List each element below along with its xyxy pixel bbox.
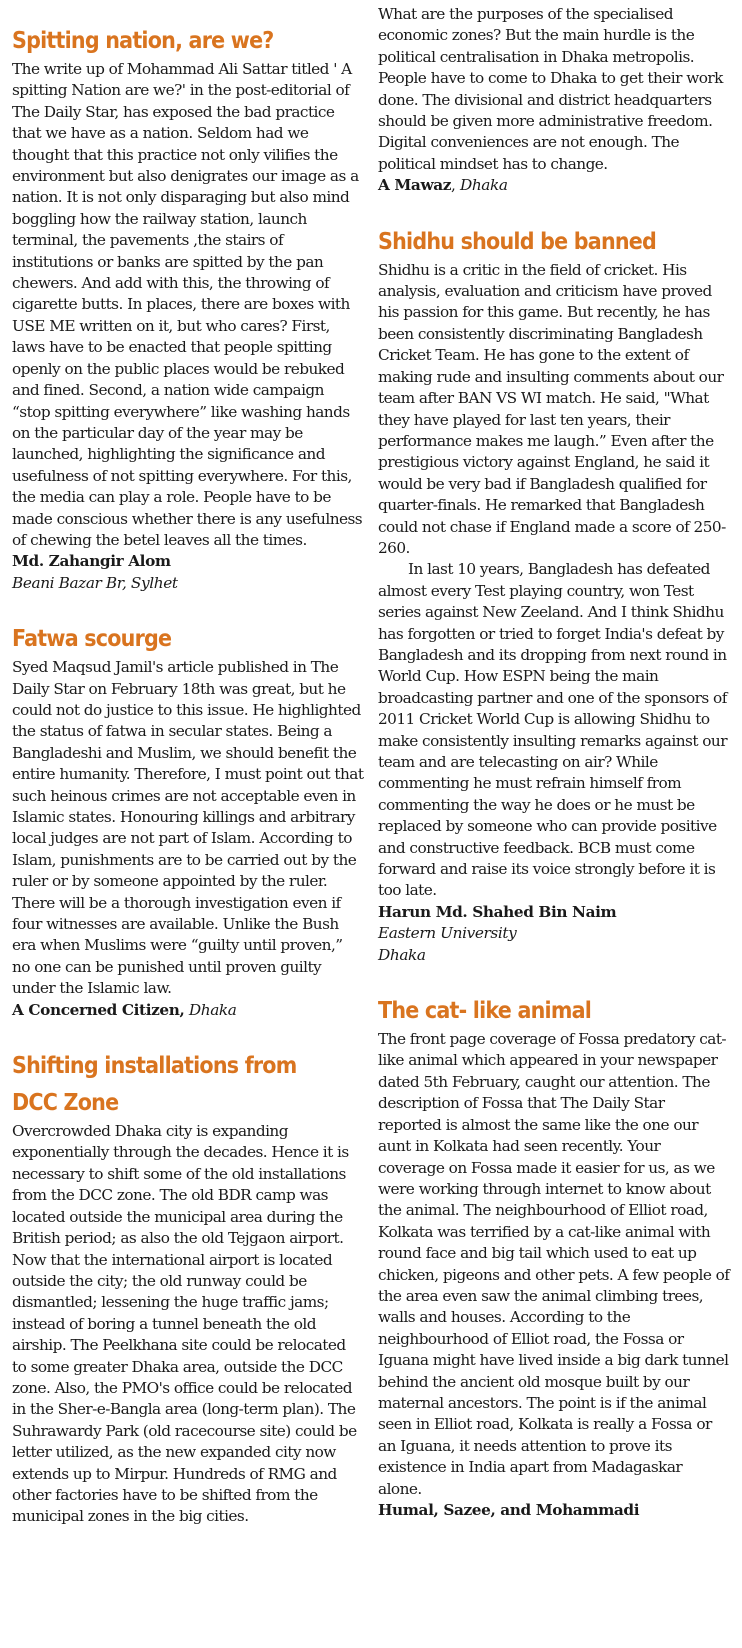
headline-shidhu-banned: Shidhu should be banned — [378, 226, 657, 255]
author-name: Md. Zahangir Alom — [12, 552, 171, 571]
section-gap — [12, 594, 364, 620]
letter-paragraph: The write up of Mohammad Ali Sattar titled ' A spitting Nation are we?' in the post-editorial of The Daily Star, has exposed the bad practice that we have as a nation. Seldom had we thought that this practice not only vilifies the environment but also denigrates our image as a nation. It is not only disparaging but also mind boggling how the railway station, launch terminal, the pavements ,the stairs of institutions or banks are spitted by the pan chewers. And add with this, the throwing of cigarette butts. In places, there are boxes with USE ME written on it, but who cares? First, laws have to be enacted that people spitting openly on the public places would be rebuked and fined. Second, a nation wide campaign “stop spitting everywhere” like washing hands on the particular day of the year may be launched, highlighting the significance and usefulness of not spitting everywhere. For this, the media can play a role. People have to be made conscious whether there is any usefulness of chewing the betel leaves all the times. — [12, 60, 363, 549]
letter-shifting-continued — [378, 4, 730, 197]
author-name: Harun Md. Shahed Bin Naim — [378, 902, 617, 921]
section-gap — [378, 966, 730, 992]
headline-shifting-line1: Shifting installations from — [12, 1051, 297, 1080]
headline-shifting-line2: DCC Zone — [12, 1088, 119, 1117]
author-name: A Concerned Citizen, — [12, 1000, 185, 1019]
letter-shidhu-banned — [378, 223, 730, 966]
letter-signature — [12, 551, 364, 594]
letter-paragraph: In last 10 years, Bangladesh has defeated almost every Test playing country, won Test series against New Zeeland. And I think Shidhu has forgotten or tried to forget India's defeat by Bangladesh and its dropping from next round in World Cup. How ESPN being the main broadcasting partner and one of the sponsors of 2011 Cricket World Cup is allowing Shidhu to make consistently insulting remarks against our team and are telecasting on air? While commenting he must refrain himself from commenting the way he does or he must be replaced by someone who can provide positive and constructive feedback. BCB must come forward and raise its voice strongly before it is too late. — [378, 560, 727, 900]
letter-paragraph: Shidhu is a critic in the field of cricket. His analysis, evaluation and criticism have proved his passion for this game. But recently, he has been consistently discriminating Bangladesh Cricket Team. He has gone to the extent of making rude and insulting comments about our team after BAN VS WI match. He said, "What they have played for last ten years, their performance makes me laugh.” Even after the prestigious victory against England, he said it would be very bad if Bangladesh qualified for quarter-finals. He remarked that Bangladesh could not chase if England made a score of 250-260. — [378, 260, 726, 557]
letter-signature — [12, 1000, 364, 1021]
letter-body — [378, 4, 730, 175]
author-name: Humal, Sazee, and Mohammadi — [378, 1501, 640, 1519]
author-affiliation: Eastern University — [378, 924, 517, 943]
author-name: A Mawaz — [378, 176, 452, 195]
author-place: Dhaka — [378, 945, 426, 964]
letter-shifting-installations — [12, 1047, 364, 1528]
right-column — [378, 0, 730, 1648]
letter-paragraph: Overcrowded Dhaka city is expanding exponentially through the decades. Hence it is necessary to shift some of the old installations from the DCC zone. The old BDR camp was located outside the municipal area during the British period; as also the old Tejgaon airport. Now that the international airport is located outside the city; the old runway could be dismantled; lessening the huge traffic jams; instead of boring a tunnel beneath the old airship. The Peelkhana site could be relocated to some greater Dhaka area, outside the DCC zone. Also, the PMO's office could be relocated in the Sher-e-Bangla area (long-term plan). The Suhrawardy Park (old racecourse site) could be letter utilized, as the new expanded city now extends up to Mirpur. Hundreds of RMG and other factories have to be shifted from the municipal zones in the big cities. — [12, 1122, 357, 1526]
letter-body — [378, 1029, 730, 1500]
letter-signature — [378, 1500, 730, 1521]
letter-fatwa-scourge — [12, 620, 364, 1021]
letter-body — [12, 657, 364, 1000]
section-gap — [12, 1021, 364, 1047]
headline-fatwa-scourge: Fatwa scourge — [12, 624, 172, 653]
letter-body — [12, 59, 364, 551]
letter-signature: A Mawaz, Dhaka — [378, 176, 508, 195]
author-place: Beani Bazar Br, Sylhet — [12, 573, 178, 592]
author-place: Dhaka — [188, 1000, 237, 1019]
letter-cat-like-animal — [378, 992, 730, 1521]
headline-cat-like-animal: The cat- like animal — [378, 996, 592, 1025]
letter-paragraph: What are the purposes of the specialised economic zones? But the main hurdle is the political centralisation in Dhaka metropolis. People have to come to Dhaka to get their work done. The divisional and district headquarters should be given more administrative freedom. Digital conveniences are not enough. The political mindset has to change. — [378, 5, 723, 173]
letter-spitting-nation — [12, 22, 364, 594]
headline-spitting-nation: Spitting nation, are we? — [12, 26, 274, 54]
letter-paragraph: Syed Maqsud Jamil's article published in The Daily Star on February 18th was great, but he could not do justice to this issue. He highlighted the status of fatwa in secular states. Being a Bangladeshi and Muslim, we should benefit the entire humanity. Therefore, I must point out that such heinous crimes are not acceptable even in Islamic states. Honouring killings and arbitrary local judges are not part of Islam. According to Islam, punishments are to be carried out by the ruler or by someone appointed by the ruler. There will be a thorough investigation even if four witnesses are available. Unlike the Bush era when Muslims were “guilty until proven,” no one can be punished until proven guilty under the Islamic law. — [12, 658, 364, 998]
author-place: Dhaka — [459, 176, 508, 195]
section-gap — [378, 197, 730, 223]
letter-body — [12, 1121, 364, 1528]
letter-body — [378, 260, 730, 902]
left-column — [12, 0, 364, 1648]
letter-signature — [378, 902, 730, 966]
letter-paragraph: The front page coverage of Fossa predatory cat-like animal which appeared in your newspaper dated 5th February, caught our attention. The description of Fossa that The Daily Star reported is almost the same like the one our aunt in Kolkata had seen recently. Your coverage on Fossa made it easier for us, as we were working through internet to know about the animal. The neighbourhood of Elliot road, Kolkata was terrified by a cat-like animal with round face and big tail which used to eat up chicken, pigeons and other pets. A few people of the area even saw the animal climbing trees, walls and houses. According to the neighbourhood of Elliot road, the Fossa or Iguana might have lived inside a big dark tunnel behind the ancient old mosque built by our maternal ancestors. The point is if the animal seen in Elliot road, Kolkata is really a Fossa or an Iguana, it needs attention to prove its existence in India apart from Madagaskar alone. — [378, 1030, 730, 1498]
